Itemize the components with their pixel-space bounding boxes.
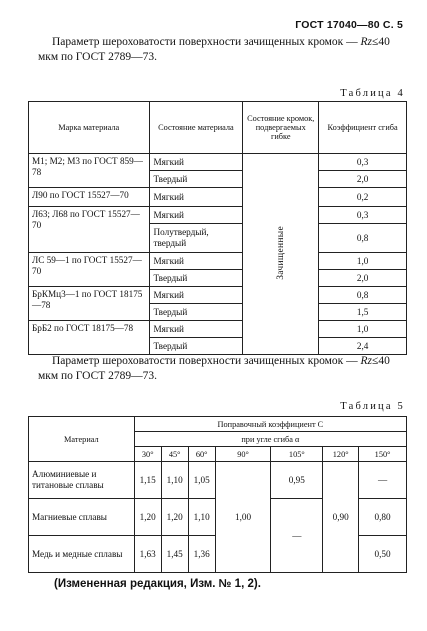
state-cell: Мягкий [149,253,243,270]
value-cell: 0,80 [359,499,407,536]
table5-header-material: Материал [29,417,135,462]
table-row [29,287,407,304]
material-cell: М1; М2; М3 по ГОСТ 859—78 [29,154,150,188]
table4-header-material: Марка материала [29,102,150,154]
state-cell: Полутвердый, твердый [149,224,243,253]
state-cell: Мягкий [149,287,243,304]
value-cell-90-merged: 1,00 [215,462,271,573]
state-cell: Мягкий [149,321,243,338]
table-row [29,207,407,224]
state-cell: Мягкий [149,207,243,224]
value-cell-120-merged: 0,90 [323,462,359,573]
coef-cell: 2,4 [319,338,407,355]
value-cell: 1,20 [161,499,188,536]
angle-150: 150° [359,447,407,462]
value-cell: 1,10 [161,462,188,499]
material-cell: БрКМц3—1 по ГОСТ 18175—78 [29,287,150,321]
state-cell: Твердый [149,270,243,287]
table-row [29,462,407,499]
material-cell: Л90 по ГОСТ 15527—70 [29,188,150,207]
para2-text-start: Параметр шероховатости поверхности зачищенных кромок — [52,355,361,367]
state-cell: Твердый [149,338,243,355]
coef-cell: 2,0 [319,171,407,188]
material-cell: Л63; Л68 по ГОСТ 15527—70 [29,207,150,253]
angle-30: 30° [134,447,161,462]
table5-header-coef: Поправочный коэффициент С [134,417,406,432]
table-row [29,253,407,270]
material-cell: БрБ2 по ГОСТ 18175—78 [29,321,150,355]
value-cell: 1,15 [134,462,161,499]
value-cell: 0,95 [271,462,323,499]
para2-rz: Rz [360,355,373,367]
coef-cell: 0,8 [319,224,407,253]
state-cell: Твердый [149,304,243,321]
table4-header-edge: Состояние кромок, подвергаемых гибке [243,102,319,154]
coef-cell: 1,0 [319,253,407,270]
value-cell: 1,10 [188,499,215,536]
table5-header-angle: при угле сгиба α [134,432,406,447]
table-row [29,188,407,207]
coef-cell: 1,5 [319,304,407,321]
state-cell: Твердый [149,171,243,188]
value-cell: 1,36 [188,536,215,573]
state-cell: Мягкий [149,188,243,207]
material-cell: Медь и медные сплавы [29,536,135,573]
table-5 [28,416,407,573]
amendment-note: (Измененная редакция, Изм. № 1, 2). [54,578,261,590]
angle-45: 45° [161,447,188,462]
table5-caption: Таблица 5 [340,401,405,412]
roughness-paragraph-2 [38,354,410,384]
angle-120: 120° [323,447,359,462]
roughness-paragraph-1 [38,35,410,65]
coef-cell: 0,8 [319,287,407,304]
edge-state-text: Зачищенные [275,226,286,280]
table-4 [28,101,407,355]
para1-text-start: Параметр шероховатости поверхности зачищенных кромок — [52,36,361,48]
coef-cell: 1,0 [319,321,407,338]
coef-cell: 0,3 [319,154,407,171]
table-row [29,154,407,171]
para1-text-end: ≤40 мкм по ГОСТ 2789—73. [38,36,390,63]
coef-cell: 0,3 [319,207,407,224]
material-cell: ЛС 59—1 по ГОСТ 15527—70 [29,253,150,287]
value-cell: 1,20 [134,499,161,536]
state-cell: Мягкий [149,154,243,171]
angle-90: 90° [215,447,271,462]
material-cell: Алюминиевые и титановые сплавы [29,462,135,499]
table4-caption: Таблица 4 [340,88,405,99]
table-row [29,321,407,338]
table4-header-row [29,102,407,154]
value-cell: 0,50 [359,536,407,573]
angle-60: 60° [188,447,215,462]
page-header: ГОСТ 17040—80 С. 5 [295,19,403,31]
value-cell: 1,05 [188,462,215,499]
value-cell: — [359,462,407,499]
table4-header-coef: Коэффициент сгиба [319,102,407,154]
material-cell: Магниевые сплавы [29,499,135,536]
para2-text-end: ≤40 мкм по ГОСТ 2789—73. [38,355,390,382]
para1-rz: Rz [360,36,373,48]
value-cell: — [271,499,323,573]
coef-cell: 0,2 [319,188,407,207]
table5-header-row-1 [29,417,407,432]
edge-state-cell [243,154,319,355]
table4-header-state: Состояние материала [149,102,243,154]
angle-105: 105° [271,447,323,462]
value-cell: 1,45 [161,536,188,573]
value-cell: 1,63 [134,536,161,573]
coef-cell: 2,0 [319,270,407,287]
